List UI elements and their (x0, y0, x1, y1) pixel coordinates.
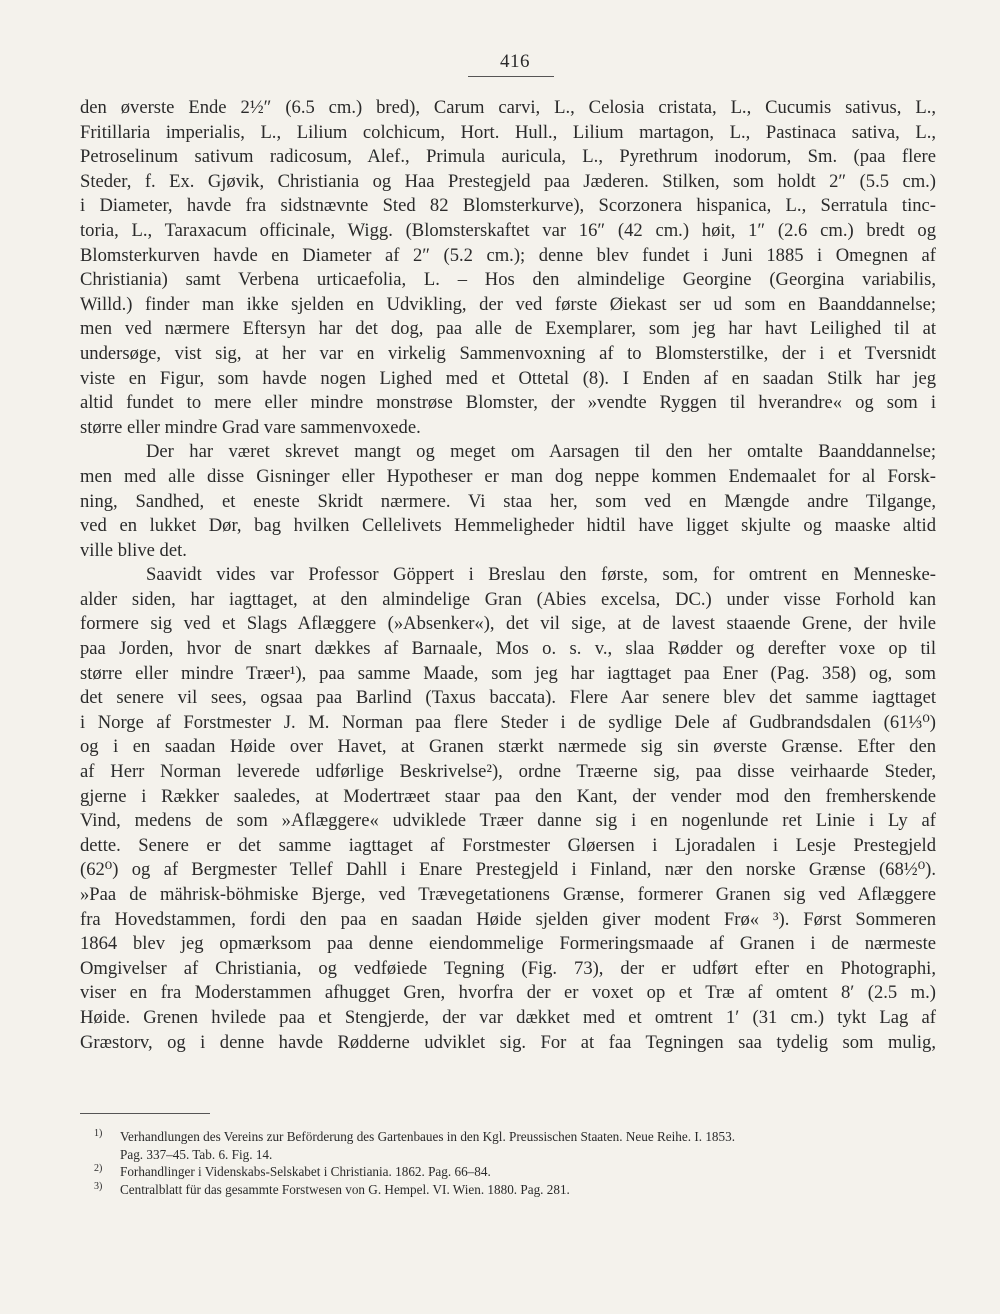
text-line: Omgivelser af Christiania, og vedføiede Tegning (Fig. 73), der er udført efter en Photographi, (80, 957, 936, 979)
text-line: Græstorv, og i denne havde Rødderne udviklet sig. For at faa Tegningen saa tydelig som mulig, (80, 1031, 936, 1053)
footnote-rule (80, 1113, 210, 1114)
page-number-rule (468, 76, 554, 77)
text-line: viser en fra Moderstammen afhugget Gren, hvorfra der er voxet op et Træ af omtent 8′ (2.5 m.) (80, 982, 936, 1004)
text-line: 1864 blev jeg opmærksom paa denne eiendommelige Formeringsmaade af Granen i de nærmeste (80, 933, 936, 955)
text-line: Vind, medens de som »Aflæggere« udviklede Træer danne sig i en nogenlunde ret Linie i Ly af (80, 810, 936, 832)
text-line: undersøge, vist sig, at her var en virkelig Sammenvoxning af to Blomsterstilke, der i et Tversnidt (80, 342, 936, 364)
body-text (80, 96, 936, 1055)
text-line: Høide. Grenen hvilede paa et Stengjerde, der var dækket med et omtrent 1′ (31 cm.) tykt Lag af (80, 1006, 936, 1028)
footnote-marker: 2) (94, 1163, 103, 1175)
text-line: ville blive det. (80, 539, 187, 561)
text-line: »Paa de mährisk-böhmiske Bjerge, ved Trævegetationens Grænse, formerer Granen sig ved Aflæggere (80, 884, 936, 905)
footnote (80, 1181, 936, 1199)
footnote (80, 1146, 936, 1164)
footnote-text: Centralblatt für das gesammte Forstwesen von G. Hempel. VI. Wien. 1880. Pag. 281. (120, 1181, 570, 1197)
text-line: Christiania) samt Verbena urticaefolia, L. – Hos den almindelige Georgine (Georgina variabilis, (80, 269, 936, 291)
text-line: fra Hovedstammen, fordi den paa en saadan Høide sjelden giver modent Frø« ³). Først Sommeren (80, 908, 936, 930)
text-line: Fritillaria imperialis, L., Lilium colchicum, Hort. Hull., Lilium martagon, L., Pastinaca sativa, L., (80, 121, 936, 143)
text-line: Blomsterkurven havde en Diameter af 2″ (5.2 cm.); denne blev fundet i Juni 1885 i Omegnen af (80, 244, 936, 266)
text-line: Steder, f. Ex. Gjøvik, Christiania og Haa Prestegjeld paa Jæderen. Stilken, som holdt 2″ (5.5 cm.) (80, 170, 936, 192)
text-line: ved en lukket Dør, bag hvilken Cellelivets Hemmeligheder hidtil have ligget skjulte og maaske altid (80, 515, 936, 537)
footnote (80, 1163, 936, 1181)
text-line: formere sig ved et Slags Aflæggere (»Absenker«), det vil sige, at de lavest staaende Grene, der hvile (80, 613, 936, 635)
text-line: Willd.) finder man ikke sjelden en Udvikling, der ved første Øiekast ser ud som en Baanddannelse; (80, 293, 936, 315)
text-line: dette. Senere er det samme iagttaget af Forstmester Gløersen i Ljoradalen i Lesje Prestegjeld (80, 834, 936, 856)
footnote-marker: 1) (94, 1128, 103, 1139)
footnote-marker: 3) (94, 1180, 103, 1192)
text-line: gjerne i Rækker saaledes, at Modertræet staar paa den Kant, der vender mod den fremherskende (80, 785, 936, 807)
text-line: og i en saadan Høide over Havet, at Granen stærkt nærmede sig sin øverste Grænse. Efter den (80, 736, 936, 758)
text-line: ning, Sandhed, et eneste Skridt nærmere. Vi staa her, som ved en Mængde andre Tilgange, (80, 490, 936, 512)
footnote (80, 1128, 936, 1146)
text-line: Saavidt vides var Professor Göppert i Breslau den første, som, for omtrent en Menneske- (146, 564, 936, 586)
text-line: større eller mindre Træer¹), paa samme Maade, som jeg har iagttaget paa Ener (Pag. 358) og, som (80, 662, 936, 684)
footnote-text: Pag. 337–45. Tab. 6. Fig. 14. (120, 1146, 273, 1162)
text-line: viste en Figur, som havde nogen Lighed med et Ottetal (8). I Enden af en saadan Stilk har jeg (80, 367, 936, 389)
text-line: af Herr Norman leverede udførlige Beskrivelse²), ordne Træerne sig, paa disse veirhaarde Steder, (80, 761, 936, 783)
text-line: det senere vil sees, ogsaa paa Barlind (Taxus baccata). Flere Aar senere blev det samme iagttaget (80, 687, 936, 709)
text-line: men ved nærmere Eftersyn har det dog, paa alle de Exemplarer, som jeg har havt Leilighed til at (80, 318, 936, 340)
text-line: men med alle disse Gisninger eller Hypotheser er man dog neppe kommen Endemaalet for al Forsk- (80, 465, 936, 487)
text-line: i Diameter, havde fra sidstnævnte Sted 82 Blomsterkurve), Scorzonera hispanica, L., Serratula tinc- (80, 195, 936, 217)
text-line: paa Jorden, hvor de snart dækkes af Barnaale, Mos o. s. v., slaa Rødder og derefter voxe op til (80, 638, 936, 660)
text-line: den øverste Ende 2½″ (6.5 cm.) bred), Carum carvi, L., Celosia cristata, L., Cucumis sativus, L., (80, 97, 936, 118)
text-line: altid fundet to mere eller mindre monstrøse Blomster, der »vendte Ryggen til hverandre« og som i (80, 392, 936, 414)
text-line: i Norge af Forstmester J. M. Norman paa flere Steder i de sydlige Dele af Gudbrandsdalen (61⅓⁰) (80, 711, 936, 733)
text-line: Der har været skrevet mangt og meget om Aarsagen til den her omtalte Baanddannelse; (146, 441, 936, 463)
footnote-text: Forhandlinger i Videnskabs-Selskabet i Christiania. 1862. Pag. 66–84. (120, 1164, 491, 1180)
text-line: toria, L., Taraxacum officinale, Wigg. (Blomsterskaftet var 16″ (42 cm.) høit, 1″ (2.6 cm.) bredt og (80, 219, 936, 241)
text-line: større eller mindre Grad vare sammenvoxede. (80, 416, 421, 438)
text-line: alder siden, har iagttaget, at den almindelige Gran (Abies excelsa, DC.) under visse Forhold kan (80, 588, 936, 610)
footnote-text: Verhandlungen des Vereins zur Beförderung des Gartenbaues in den Kgl. Preussischen Staaten. Neue Reihe. I. 1853. (120, 1129, 735, 1144)
page-number: 416 (500, 51, 530, 72)
text-line: Petroselinum sativum radicosum, Alef., Primula auricula, L., Pyrethrum inodorum, Sm. (paa flere (80, 146, 936, 168)
footnotes (80, 1128, 936, 1198)
text-line: (62⁰) og af Bergmester Tellef Dahll i Enare Prestegjeld i Finland, nær den norske Grænse (68½⁰). (80, 859, 936, 881)
